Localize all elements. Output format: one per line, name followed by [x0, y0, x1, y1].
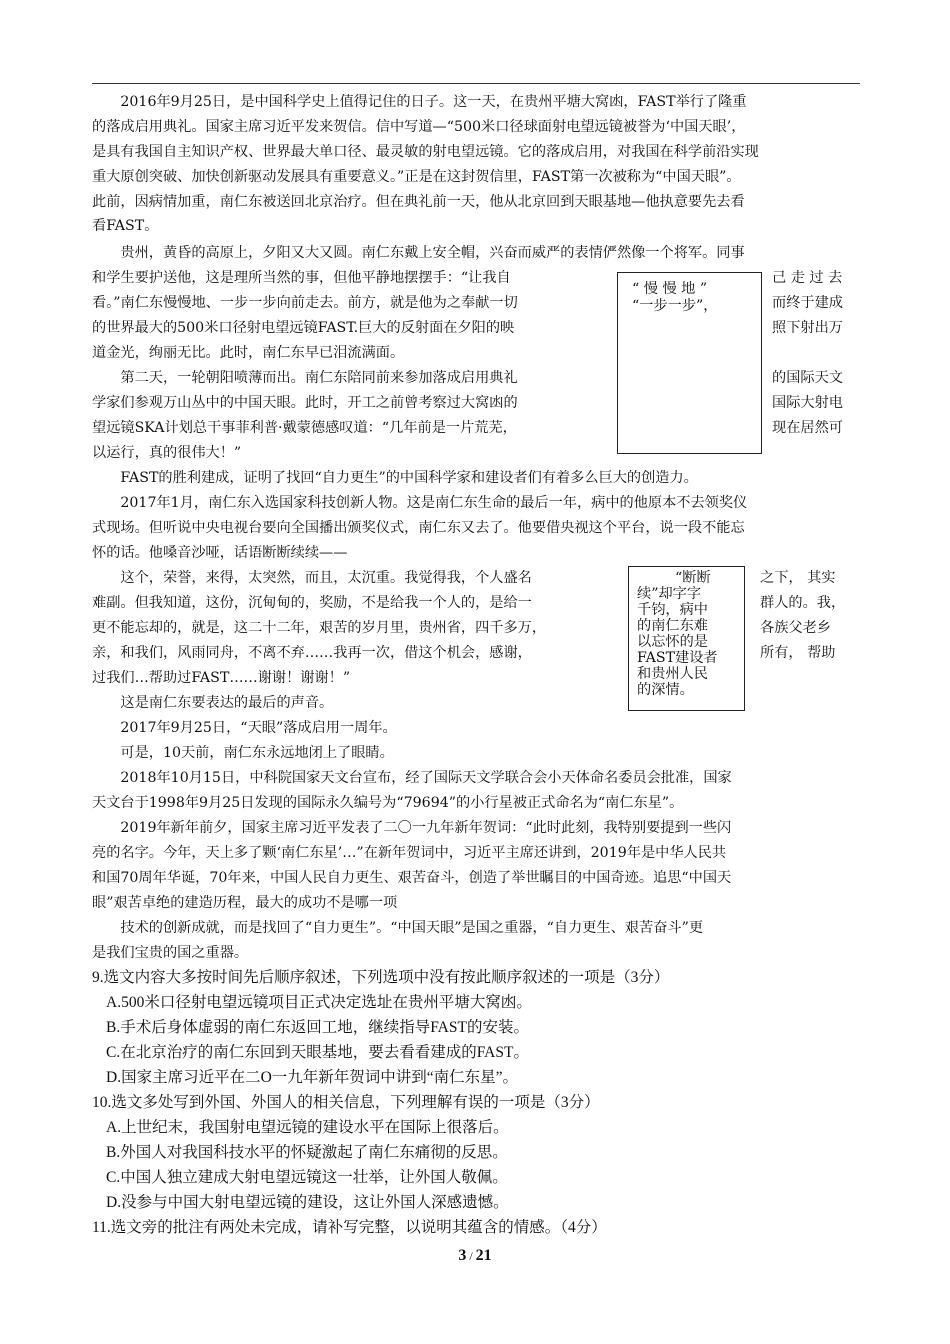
passage-line: 贵州，黄昏的高原上，夕阳又大又圆。南仁东戴上安全帽，兴奋而威严的表情俨然像一个将军。同事: [92, 245, 745, 261]
annotation-line: 的深情。: [637, 682, 694, 698]
fragment: 而终于建成: [772, 295, 843, 311]
fragment: 群人的。我，: [760, 595, 846, 611]
passage-line: 更不能忘却的，就是，这二十二年，艰苦的岁月里，贵州省，四千多万，: [92, 620, 547, 636]
passage-line: 可是，10天前，南仁东永远地闭上了眼睛。: [92, 745, 394, 761]
fragment: 国际大射电: [772, 395, 843, 411]
annotation-box-1: [617, 272, 762, 454]
option-a: A.500米口径射电望远镜项目正式决定选址在贵州平塘大窝凼。: [106, 994, 532, 1011]
passage-line: 技术的创新成就，而是找回了“自力更生”。“中国天眼”是国之重器，“自力更生、艰苦奋斗”更: [92, 920, 704, 936]
question-10: 10.选文多处写到外国、外国人的相关信息，下列理解有误的一项是（3分）: [92, 1094, 600, 1111]
annotation-line: “ 慢 慢 地 ”: [632, 281, 708, 297]
passage-line: 过我们…帮助过FAST……谢谢！谢谢！”: [92, 670, 351, 686]
passage-line: 和国70周年华诞，70年来，中国人民自力更生、艰苦奋斗，创造了举世瞩目的中国奇迹。追思“中国天: [92, 870, 732, 886]
page-current: 3: [458, 1247, 467, 1264]
option-c: C.在北京治疗的南仁东回到天眼基地，要去看看建成的FAST。: [106, 1044, 529, 1061]
fragment: 各族父老乡: [760, 620, 831, 636]
option-a: A.上世纪末，我国射电望远镜的建设水平在国际上很落后。: [106, 1119, 509, 1136]
passage-line: 天文台于1998年9月25日发现的国际永久编号为“79694”的小行星被正式命名为“南仁东星”。: [92, 795, 684, 811]
annotation-line: 以忘怀的是: [637, 634, 708, 650]
passage-line: 和学生要护送他，这是理所当然的事，但他平静地摆摆手：“让我自: [92, 270, 511, 286]
fragment: 己 走 过 去: [772, 270, 843, 286]
option-d: D.没参与中国大射电望远镜的建设，这让外国人深感遗憾。: [106, 1194, 509, 1211]
annotation-box-2: [628, 566, 745, 711]
annotation-line: 和贵州人民: [637, 666, 708, 682]
page-separator: /: [466, 1249, 476, 1263]
option-b: B.外国人对我国科技水平的怀疑激起了南仁东痛彻的反思。: [106, 1144, 508, 1161]
annotation-line: 续”却字字: [637, 586, 702, 602]
page-total: 21: [475, 1247, 492, 1264]
passage-line: 第二天，一轮朝阳喷薄而出。南仁东陪同前来参加落成启用典礼: [92, 370, 518, 386]
passage-line: 看FAST。: [92, 218, 159, 234]
passage-line: 2017年1月，南仁东入选国家科技创新人物。这是南仁东生命的最后一年，病中的他原本不去领奖仪: [92, 495, 748, 511]
passage-line: 难副。但我知道，这份，沉甸甸的，奖励，不是给我一个人的，是给一: [92, 595, 532, 611]
passage-line: 亲，和我们，风雨同舟，不离不弃……我再一次，借这个机会，感谢，: [92, 645, 532, 661]
page-number: [0, 1247, 950, 1265]
passage-line: 2017年9月25日，“天眼”落成启用一周年。: [92, 720, 397, 736]
passage-line: 是我们宝贵的国之重器。: [92, 945, 249, 961]
passage-line: 是具有我国自主知识产权、世界最大单口径、最灵敏的射电望远镜。它的落成启用，对我国在科学前沿实现: [92, 144, 759, 160]
option-d: D.国家主席习近平在二O一九年新年贺词中讲到“南仁东星”。: [106, 1069, 519, 1086]
passage-line: 的世界最大的500米口径射电望远镜FAST.巨大的反射面在夕阳的映: [92, 320, 515, 336]
option-c: C.中国人独立建成大射电望远镜这一壮举，让外国人敬佩。: [106, 1169, 508, 1186]
annotation-line: “一步一步”，: [632, 298, 718, 314]
annotation-line: FAST建设者: [637, 650, 718, 666]
passage-line: 的落成启用典礼。国家主席习近平发来贺信。信中写道—“500米口径球面射电望远镜被誉为‘中国天眼’，: [92, 119, 746, 135]
fragment: 所有， 帮助: [760, 645, 836, 661]
passage-line: 此前，因病情加重，南仁东被送回北京治疗。但在典礼前一天，他从北京回到天眼基地—他执意要先去看: [92, 194, 745, 210]
passage-line: 2019年新年前夕，国家主席习近平发表了二〇一九年新年贺词：“此时此刻，我特别要提到一些闪: [92, 820, 732, 836]
passage-line: 看。”南仁东慢慢地、一步一步向前走去。前方，就是他为之奉献一切: [92, 295, 518, 311]
passage-line: 这是南仁东要表达的最后的声音。: [92, 695, 334, 711]
passage-line: 望远镜SKA计划总干事菲利普·戴蒙德感叹道：“几年前是一片荒芜，: [92, 420, 517, 436]
passage-line: 2016年9月25日，是中国科学史上值得记住的日子。这一天，在贵州平塘大窝凼，FAST举行了隆重: [92, 94, 747, 110]
passage-line: 重大原创突破、加快创新驱动发展具有重要意义。”正是在这封贺信里，FAST第一次被称为“中国天眼”。: [92, 169, 741, 185]
passage-line: 这个，荣誉，来得，太突然，而且，太沉重。我觉得我，个人盛名: [92, 570, 532, 586]
passage-line: 2018年10月15日，中科院国家天文台宣布，经了国际天文学联合会小天体命名委员会批准，国家: [92, 770, 732, 786]
passage-line: 式现场。但听说中央电视台要向全国播出颁奖仪式，南仁东又去了。他要借央视这个平台，说一段不能忘: [92, 520, 745, 536]
passage-line: 学家们参观万山丛中的中国天眼。此时，开工之前曾考察过大窝凼的: [92, 395, 518, 411]
fragment: 照下射出万: [772, 320, 843, 336]
option-b: B.手术后身体虚弱的南仁东返回工地，继续指导FAST的安装。: [106, 1019, 529, 1036]
fragment: 现在居然可: [772, 420, 843, 436]
passage-line: 怀的话。他嗓音沙哑，话语断断续续——: [92, 545, 348, 561]
passage-line: FAST的胜利建成，证明了找回“自力更生”的中国科学家和建设者们有着多么巨大的创造力。: [92, 470, 698, 486]
header-rule: [92, 83, 860, 84]
fragment: 之下， 其实: [760, 570, 836, 586]
annotation-line: 千钧，病中: [637, 602, 708, 618]
passage-line: 道金光，绚丽无比。此时，南仁东早已泪流满面。: [92, 345, 405, 361]
passage-line: 亮的名字。今年，天上多了颗‘南仁东星’…”在新年贺词中，习近平主席还讲到，2019年是中华人民共: [92, 845, 727, 861]
passage-line: 眼”艰苦卓绝的建造历程，最大的成功不是哪一项: [92, 895, 398, 911]
fragment: 的国际天文: [772, 370, 843, 386]
question-9: 9.选文内容大多按时间先后顺序叙述，下列选项中没有按此顺序叙述的一项是（3分）: [92, 969, 670, 986]
question-11: 11.选文旁的批注有两处未完成，请补写完整，以说明其蕴含的情感。（4分）: [92, 1219, 607, 1236]
annotation-line: “断断: [675, 570, 711, 586]
passage-line: 以运行，真的很伟大！”: [92, 445, 242, 461]
annotation-line: 的南仁东难: [637, 618, 708, 634]
